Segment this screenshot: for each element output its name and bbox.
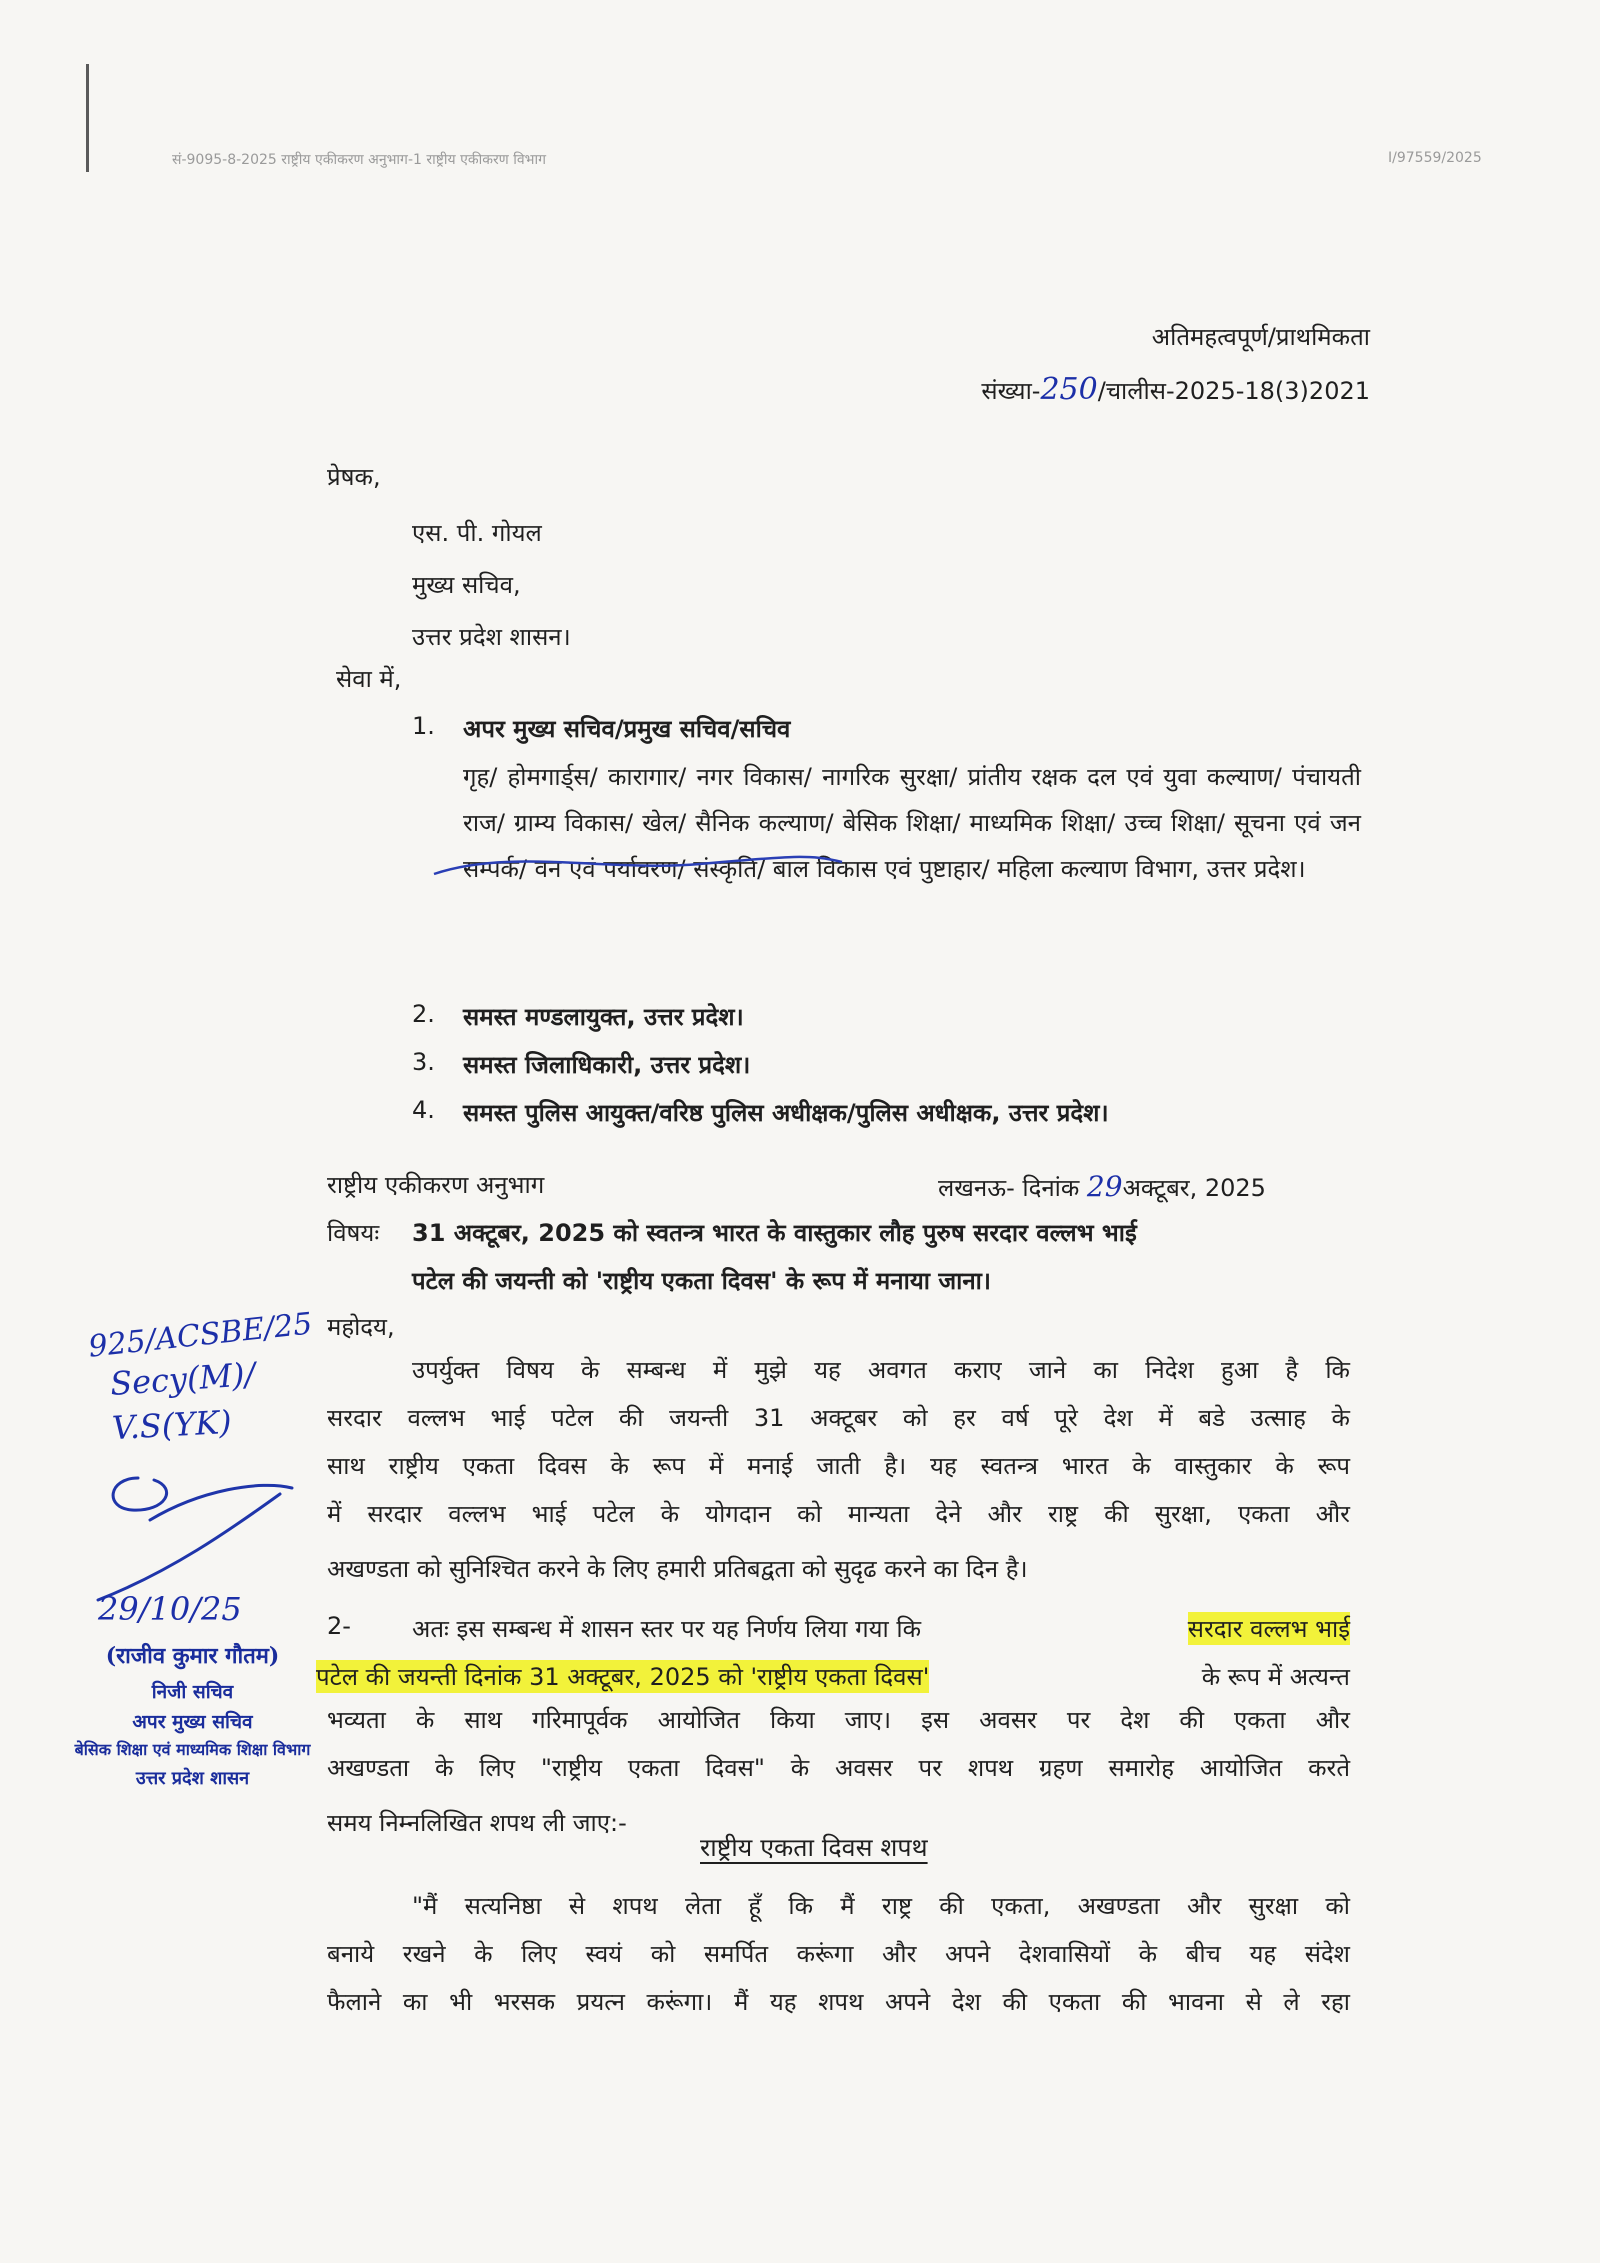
para2-line: भव्यता के साथ गरिमापूर्वक आयोजित किया जाए। इस अवसर पर देश की एकता और (327, 1706, 1350, 1734)
recipient-title-4: समस्त पुलिस आयुक्त/वरिष्ठ पुलिस अधीक्षक/पुलिस अधीक्षक, उत्तर प्रदेश। (463, 1099, 1109, 1127)
para1-line: सरदार वल्लभ भाई पटेल की जयन्ती 31 अक्टूबर को हर वर्ष पूरे देश में बडे उत्साह के (327, 1404, 1350, 1432)
stamp-government: उत्तर प्रदेश शासन (135, 1768, 250, 1789)
oath-line: फैलाने का भी भरसक प्रयत्न करूंगा। मैं यह शपथ अपने देश की एकता की भावना से ले रहा (327, 1988, 1350, 2016)
ref-suffix: /चालीस-2025-18(3)2021 (1097, 377, 1370, 405)
recipient-departments: गृह/ होमगार्ड्स/ कारागार/ नगर विकास/ नागरिक सुरक्षा/ प्रांतीय रक्षक दल एवं युवा कल्याण/ पंचायती राज/ ग्राम्य विकास/ खेल/ सैनिक कल्याण/ बेसिक शिक्षा/ माध्यमिक शिक्षा/ उच्च शिक्षा/ सूचना एवं जन सम्पर्क/ वन एवं पर्यावरण/ संस्कृति/ बाल विकास एवं पुष्टाहार/ महिला कल्याण विभाग, उत्तर प्रदेश। (463, 763, 1361, 883)
para1-line: साथ राष्ट्रीय एकता दिवस के रूप में मनाई जाती है। यह स्वतन्त्र भारत के वास्तुकार के रूप (327, 1452, 1350, 1480)
para2-line-2-rest: के रूप में अत्यन्त (1201, 1663, 1350, 1691)
date-handwritten-day: 29 (1086, 1170, 1123, 1203)
para2-line-1-text: अतः इस सम्बन्ध में शासन स्तर पर यह निर्णय लिया गया कि (412, 1615, 922, 1643)
para1-line: में सरदार वल्लभ भाई पटेल के योगदान को मान्यता देने और राष्ट्र की सुरक्षा, एकता और (327, 1500, 1350, 1528)
date-suffix: अक्टूबर, 2025 (1122, 1174, 1266, 1202)
scan-edge-mark (86, 64, 89, 172)
sender-name: एस. पी. गोयल (412, 519, 542, 547)
margin-note-line-3: V.S(YK) (111, 1402, 233, 1448)
header-reference-right: I/97559/2025 (1388, 150, 1482, 166)
sender-label: प्रेषक, (327, 463, 381, 491)
ref-prefix: संख्या- (981, 377, 1041, 405)
subject-line-1: 31 अक्टूबर, 2025 को स्वतन्त्र भारत के वास्तुकार लौह पुरुष सरदार वल्लभ भाई (412, 1219, 1137, 1247)
para2-line: अखण्डता के लिए "राष्ट्रीय एकता दिवस" के अवसर पर शपथ ग्रहण समारोह आयोजित करते (327, 1754, 1350, 1782)
para1-line: अखण्डता को सुनिश्चित करने के लिए हमारी प्रतिबद्वता को सुदृढ करने का दिन है। (327, 1555, 1028, 1583)
recipient-title-1: अपर मुख्य सचिव/प्रमुख सचिव/सचिव (463, 715, 791, 743)
oath-line: "मैं सत्यनिष्ठा से शपथ लेता हूँ कि मैं राष्ट्र की एकता, अखण्डता और सुरक्षा को (412, 1892, 1350, 1920)
recipient-number-4: 4. (412, 1096, 435, 1124)
subject-label: विषयः (327, 1219, 380, 1247)
recipient-number-2: 2. (412, 1000, 435, 1028)
oath-title: राष्ट्रीय एकता दिवस शपथ (700, 1833, 928, 1862)
para2-line-1 (412, 1612, 1350, 1645)
ref-handwritten-number: 250 (1040, 372, 1098, 407)
para2-number: 2- (327, 1612, 351, 1640)
recipient-title-3: समस्त जिलाधिकारी, उत्तर प्रदेश। (463, 1051, 751, 1079)
reference-number (981, 372, 1370, 407)
subject-line-2: पटेल की जयन्ती को 'राष्ट्रीय एकता दिवस' के रूप में मनाया जाना। (412, 1267, 991, 1295)
para2-line-2 (316, 1660, 1350, 1693)
recipient-number-3: 3. (412, 1048, 435, 1076)
oath-line: बनाये रखने के लिए स्वयं को समर्पित करूंगा और अपने देशवासियों के बीच यह संदेश (327, 1940, 1350, 1968)
recipients-label: सेवा में, (336, 665, 402, 693)
stamp-department: बेसिक शिक्षा एवं माध्यमिक शिक्षा विभाग (74, 1740, 311, 1759)
margin-note-date: 29/10/25 (98, 1590, 242, 1628)
stamp-office: अपर मुख्य सचिव (132, 1711, 253, 1733)
blue-pen-underline (430, 842, 850, 882)
salutation: महोदय, (327, 1313, 395, 1341)
letter-date (938, 1170, 1266, 1204)
section-name: राष्ट्रीय एकीकरण अनुभाग (327, 1171, 545, 1199)
margin-note-line-2: Secy(M)/ (108, 1354, 257, 1404)
sender-office: उत्तर प्रदेश शासन। (412, 623, 571, 651)
date-prefix: लखनऊ- दिनांक (938, 1174, 1080, 1202)
sender-designation: मुख्य सचिव, (412, 571, 521, 599)
margin-note-line-1: 925/ACSBE/25 (86, 1306, 314, 1365)
stamp-title: निजी सचिव (151, 1681, 234, 1703)
header-reference-left: सं-9095-8-2025 राष्ट्रीय एकीकरण अनुभाग-1 राष्ट्रीय एकीकरण विभाग (172, 152, 547, 168)
para1-line: उपर्युक्त विषय के सम्बन्ध में मुझे यह अवगत कराए जाने का निदेश हुआ है कि (412, 1356, 1350, 1384)
highlighted-text: सरदार वल्लभ भाई (1188, 1612, 1350, 1645)
recipient-number-1: 1. (412, 712, 435, 740)
recipient-title-2: समस्त मण्डलायुक्त, उत्तर प्रदेश। (463, 1003, 744, 1031)
priority-label: अतिमहत्वपूर्ण/प्राथमिकता (1151, 323, 1370, 351)
para2-line: समय निम्नलिखित शपथ ली जाए:- (327, 1809, 627, 1837)
highlighted-text: पटेल की जयन्ती दिनांक 31 अक्टूबर, 2025 को 'राष्ट्रीय एकता दिवस' (316, 1660, 929, 1693)
stamp-name: (राजीव कुमार गौतम) (105, 1643, 280, 1669)
